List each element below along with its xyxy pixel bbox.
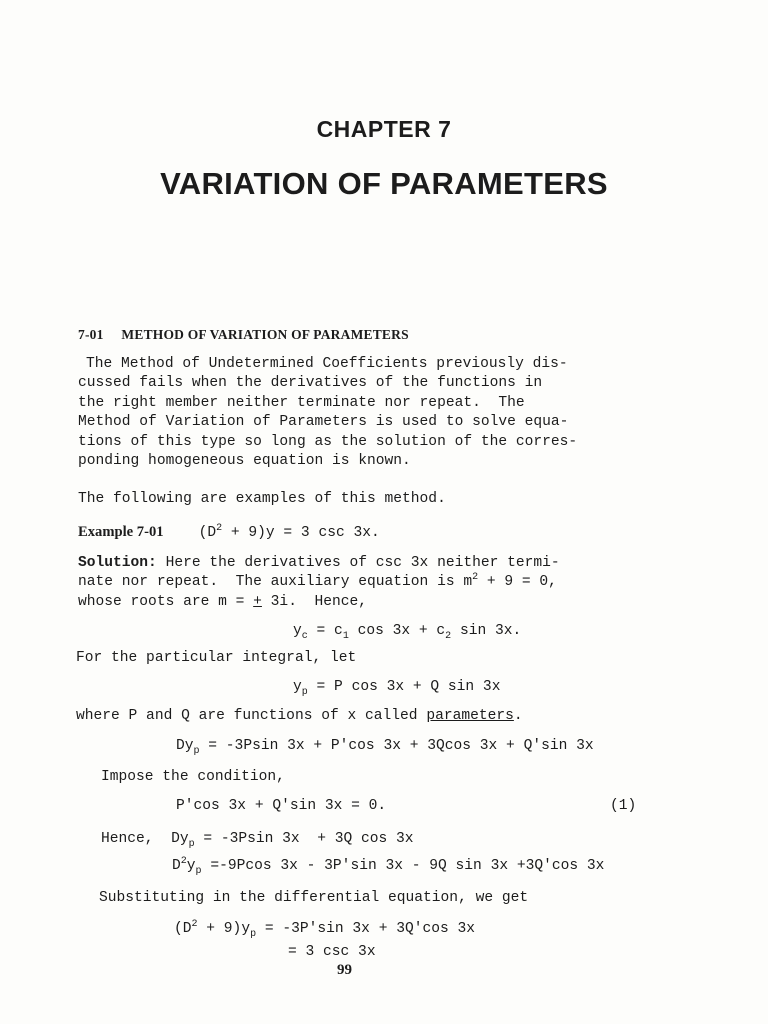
example-label: Example 7-01 [78, 524, 164, 540]
yp-equation: $y_p = P$ cos 3x + Q sin 3x [293, 679, 501, 698]
section-number: 7-01 [78, 327, 104, 342]
substituting-text: Substituting in the differential equation, we get [99, 890, 529, 906]
page-number: 99 [337, 962, 352, 978]
yc-equation: $y_c = c_1$ $\cos 3x + c_2$ sin 3x. [293, 623, 522, 642]
particular-text: For the particular integral, let [76, 650, 357, 666]
intro-line-6: ponding homogeneous equation is known. [78, 453, 411, 469]
solution-line-1: Solution: Here the derivatives of csc 3x neither termi- [78, 555, 560, 571]
dyp-equation-1: $Dy_p = -3Psin$ 3x + P'cos 3x + 3Qcos 3x + Q'sin 3x [176, 738, 594, 757]
final-equation-2: = 3 csc 3x [288, 944, 376, 960]
solution-line-2: nate nor repeat. The auxiliary equation is $m^2 + 9 = 0$, [78, 572, 557, 590]
solution-line-3: whose roots are m = + 3i. Hence, [78, 594, 368, 610]
chapter-title: VARIATION OF PARAMETERS [160, 166, 608, 201]
section-title: METHOD OF VARIATION OF PARAMETERS [121, 327, 409, 342]
section-heading [78, 327, 409, 343]
impose-text: Impose the condition, [101, 769, 285, 785]
hence-dyp-line: Hence, $Dy_p = -3Psin$ 3x + 3Q cos 3x [101, 831, 414, 850]
d2yp-equation: $D^2y_p =-9Pcos$ 3x - 3P'sin 3x - 9Q sin 3x +3Q'cos 3x [172, 856, 605, 877]
final-equation-1: $(D^2 + 9)y_p = -3P'\sin$ 3x + 3Q'cos 3x [174, 919, 476, 940]
example-line [78, 524, 380, 541]
intro-line-5: tions of this type so long as the solution of the corres- [78, 434, 578, 450]
intro-line-3: the right member neither terminate nor repeat. The [78, 395, 525, 411]
chapter-label: CHAPTER 7 [316, 116, 452, 142]
example-equation: $(D^2 + 9)y = 3$ csc 3x. [198, 523, 380, 541]
intro-line-1: The Method of Undetermined Coefficients previously dis- [86, 356, 568, 372]
where-text: where P and Q are functions of x called parameters. [76, 708, 523, 724]
intro-line-2: cussed fails when the derivatives of the functions in [78, 375, 543, 391]
equation-number: (1) [610, 798, 637, 814]
following-text: The following are examples of this method. [78, 491, 446, 507]
intro-line-4: Method of Variation of Parameters is used to solve equa- [78, 414, 569, 430]
condition-equation: P'cos 3x + Q'sin 3x = 0. [176, 798, 387, 814]
solution-label: Solution: [78, 555, 157, 571]
